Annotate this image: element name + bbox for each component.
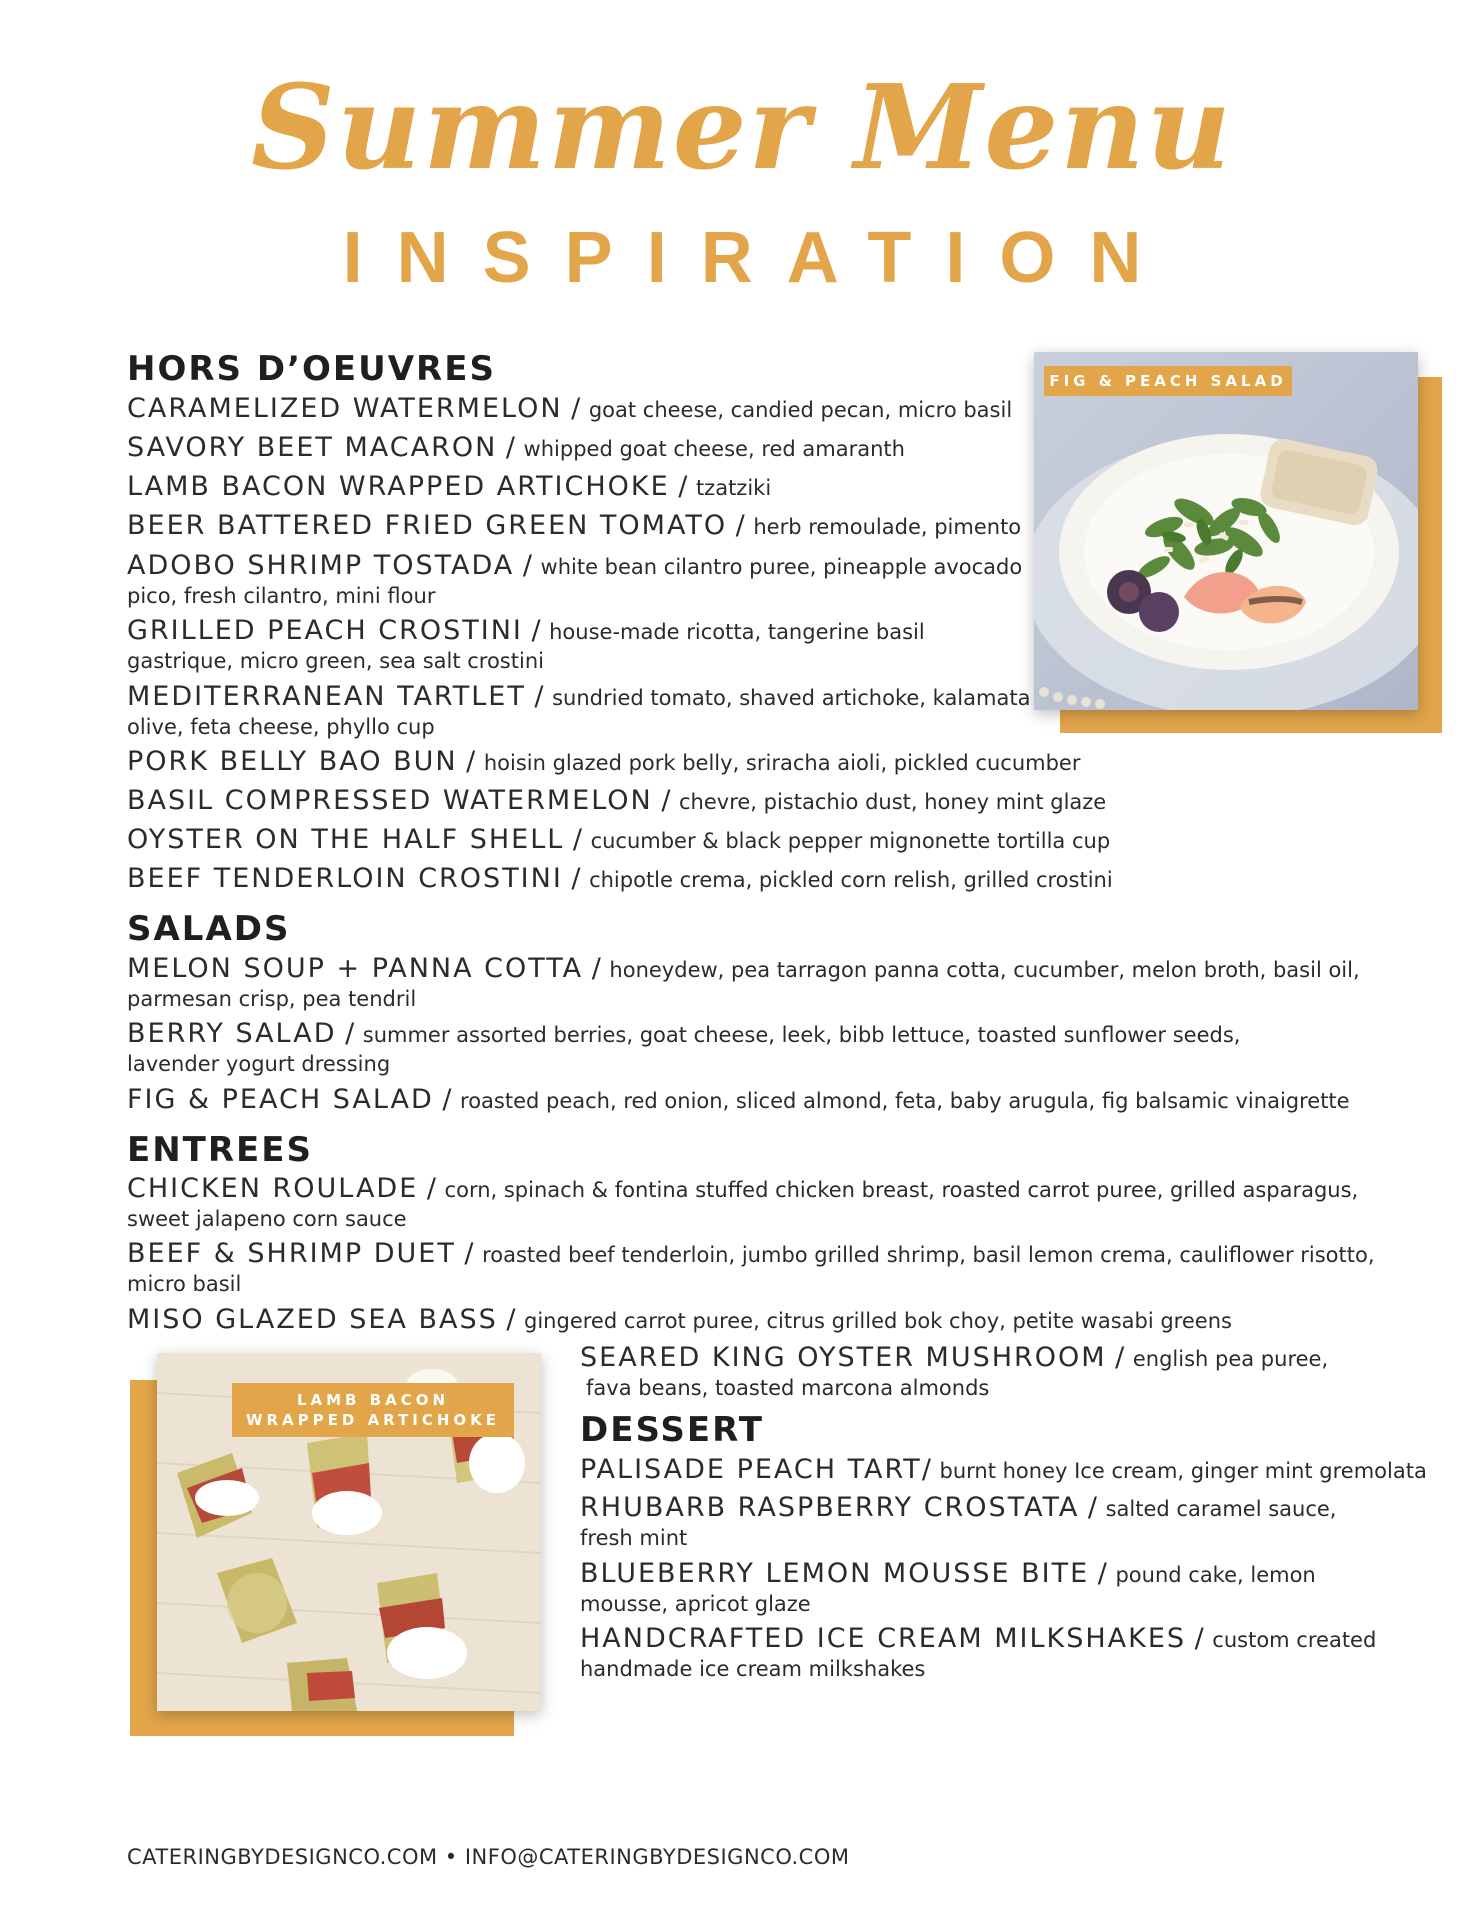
menu-item: MISO GLAZED SEA BASS / gingered carrot puree, citrus grilled bok choy, petite wasabi greens xyxy=(127,1304,1232,1335)
menu-item: GRILLED PEACH CROSTINI / house-made ricotta, tangerine basil gastrique, micro green, sea salt crostini xyxy=(127,615,925,673)
item-description: roasted peach, red onion, sliced almond, feta, baby arugula, fig balsamic vinaigrette xyxy=(460,1089,1350,1113)
section-title-dessert: DESSERT xyxy=(580,1410,764,1450)
item-description: whipped goat cheese, red amaranth xyxy=(523,437,905,461)
item-name: MELON SOUP + PANNA COTTA xyxy=(127,953,584,984)
item-description-cont: mousse, apricot glaze xyxy=(580,1592,811,1616)
item-description-cont: sweet jalapeno corn sauce xyxy=(127,1207,407,1231)
item-description-cont: pico, fresh cilantro, mini flour xyxy=(127,584,436,608)
item-description: chevre, pistachio dust, honey mint glaze xyxy=(679,790,1107,814)
item-name: HANDCRAFTED ICE CREAM MILKSHAKES xyxy=(580,1623,1187,1654)
menu-item: BEER BATTERED FRIED GREEN TOMATO / herb remoulade, pimento xyxy=(127,510,1022,541)
menu-item: MEDITERRANEAN TARTLET / sundried tomato, shaved artichoke, kalamata olive, feta cheese, phyllo cup xyxy=(127,681,1031,739)
menu-item: SAVORY BEET MACARON / whipped goat cheese, red amaranth xyxy=(127,432,905,463)
menu-item: OYSTER ON THE HALF SHELL / cucumber & black pepper mignonette tortilla cup xyxy=(127,824,1111,855)
artichoke-photo xyxy=(157,1353,541,1711)
item-name: MEDITERRANEAN TARTLET xyxy=(127,681,526,712)
item-description: herb remoulade, pimento xyxy=(753,515,1022,539)
item-description: salted caramel sauce, xyxy=(1105,1497,1337,1521)
photo-label-line: LAMB BACON xyxy=(296,1391,450,1409)
item-name: BEER BATTERED FRIED GREEN TOMATO xyxy=(127,510,728,541)
item-name: RHUBARB RASPBERRY CROSTATA xyxy=(580,1492,1080,1523)
item-description-cont: fava beans, toasted marcona almonds xyxy=(586,1376,990,1400)
item-name: ADOBO SHRIMP TOSTADA xyxy=(127,550,515,581)
menu-item: ADOBO SHRIMP TOSTADA / white bean cilantro puree, pineapple avocado pico, fresh cilantro, mini flour xyxy=(127,550,1023,608)
item-description: sundried tomato, shaved artichoke, kalamata xyxy=(552,686,1031,710)
item-description: english pea puree, xyxy=(1132,1347,1329,1371)
item-name: BLUEBERRY LEMON MOUSSE BITE xyxy=(580,1558,1090,1589)
item-name: CARAMELIZED WATERMELON xyxy=(127,393,563,424)
item-name: LAMB BACON WRAPPED ARTICHOKE xyxy=(127,471,670,502)
item-description-cont: fresh mint xyxy=(580,1526,688,1550)
menu-item: PORK BELLY BAO BUN / hoisin glazed pork belly, sriracha aioli, pickled cucumber xyxy=(127,746,1081,777)
item-description: honeydew, pea tarragon panna cotta, cucumber, melon broth, basil oil, xyxy=(609,958,1360,982)
item-name: PORK BELLY BAO BUN xyxy=(127,746,458,777)
section-title-entrees: ENTREES xyxy=(127,1130,313,1170)
item-name: PALISADE PEACH TART xyxy=(580,1454,922,1485)
menu-item: MELON SOUP + PANNA COTTA / honeydew, pea tarragon panna cotta, cucumber, melon broth, basil oil, parmesan crisp, pea tendril xyxy=(127,953,1360,1011)
salad-plate-illustration xyxy=(1034,352,1418,710)
item-description: roasted beef tenderloin, jumbo grilled shrimp, basil lemon crema, cauliflower risotto, xyxy=(482,1243,1375,1267)
item-description: chipotle crema, pickled corn relish, grilled crostini xyxy=(589,868,1113,892)
item-name: MISO GLAZED SEA BASS xyxy=(127,1304,498,1335)
item-name: BERRY SALAD xyxy=(127,1018,337,1049)
item-description: white bean cilantro puree, pineapple avocado xyxy=(540,555,1023,579)
item-name: BASIL COMPRESSED WATERMELON xyxy=(127,785,653,816)
item-description: gingered carrot puree, citrus grilled bok choy, petite wasabi greens xyxy=(524,1309,1232,1333)
menu-item: FIG & PEACH SALAD / roasted peach, red onion, sliced almond, feta, baby arugula, fig balsamic vinaigrette xyxy=(127,1084,1350,1115)
menu-item: PALISADE PEACH TART/ burnt honey Ice cream, ginger mint gremolata xyxy=(580,1454,1427,1485)
photo-label xyxy=(232,1383,514,1437)
menu-item: CARAMELIZED WATERMELON / goat cheese, candied pecan, micro basil xyxy=(127,393,1013,424)
menu-item: BEEF & SHRIMP DUET / roasted beef tenderloin, jumbo grilled shrimp, basil lemon crema, cauliflower risotto, micro basil xyxy=(127,1238,1375,1296)
item-name: GRILLED PEACH CROSTINI xyxy=(127,615,523,646)
item-description: summer assorted berries, goat cheese, leek, bibb lettuce, toasted sunflower seeds, xyxy=(362,1023,1241,1047)
menu-item: RHUBARB RASPBERRY CROSTATA / salted caramel sauce, fresh mint xyxy=(580,1492,1337,1550)
item-description: tzatziki xyxy=(695,476,772,500)
section-title-salads: SALADS xyxy=(127,909,291,949)
item-name: SAVORY BEET MACARON xyxy=(127,432,498,463)
menu-item: LAMB BACON WRAPPED ARTICHOKE / tzatziki xyxy=(127,471,772,502)
item-description: house-made ricotta, tangerine basil xyxy=(549,620,925,644)
item-description: goat cheese, candied pecan, micro basil xyxy=(588,398,1013,422)
item-name: FIG & PEACH SALAD xyxy=(127,1084,434,1115)
item-name: BEEF & SHRIMP DUET xyxy=(127,1238,456,1269)
menu-item: BERRY SALAD / summer assorted berries, goat cheese, leek, bibb lettuce, toasted sunflower seeds, lavender yogurt dressing xyxy=(127,1018,1241,1076)
item-name: OYSTER ON THE HALF SHELL xyxy=(127,824,565,855)
item-description: cucumber & black pepper mignonette tortilla cup xyxy=(590,829,1111,853)
menu-item: BLUEBERRY LEMON MOUSSE BITE / pound cake, lemon mousse, apricot glaze xyxy=(580,1558,1316,1616)
item-name: BEEF TENDERLOIN CROSTINI xyxy=(127,863,563,894)
item-name: SEARED KING OYSTER MUSHROOM xyxy=(580,1342,1107,1373)
fig-peach-salad-photo xyxy=(1034,352,1418,710)
section-title-hors-doeuvres: HORS D’OEUVRES xyxy=(127,349,496,389)
menu-item: HANDCRAFTED ICE CREAM MILKSHAKES / custom created handmade ice cream milkshakes xyxy=(580,1623,1377,1681)
item-description: pound cake, lemon xyxy=(1115,1563,1316,1587)
footer-contact: CATERINGBYDESIGNCO.COM • INFO@CATERINGBYDESIGNCO.COM xyxy=(127,1845,850,1869)
item-description-cont: parmesan crisp, pea tendril xyxy=(127,987,417,1011)
item-description-cont: micro basil xyxy=(127,1272,242,1296)
page-subtitle: INSPIRATION xyxy=(342,218,1176,298)
item-description: burnt honey Ice cream, ginger mint gremolata xyxy=(939,1459,1427,1483)
menu-item: SEARED KING OYSTER MUSHROOM / english pea puree, fava beans, toasted marcona almonds xyxy=(580,1342,1329,1400)
item-description-cont: lavender yogurt dressing xyxy=(127,1052,391,1076)
item-name: CHICKEN ROULADE xyxy=(127,1173,419,1204)
item-description: corn, spinach & fontina stuffed chicken breast, roasted carrot puree, grilled asparagus, xyxy=(444,1178,1359,1202)
item-description-cont: handmade ice cream milkshakes xyxy=(580,1657,926,1681)
item-description: hoisin glazed pork belly, sriracha aioli, pickled cucumber xyxy=(483,751,1081,775)
photo-label-line: WRAPPED ARTICHOKE xyxy=(245,1411,501,1429)
menu-item: CHICKEN ROULADE / corn, spinach & fontina stuffed chicken breast, roasted carrot puree, grilled asparagus, sweet jalapeno corn sauce xyxy=(127,1173,1359,1231)
item-description: custom created xyxy=(1212,1628,1377,1652)
item-description-cont: gastrique, micro green, sea salt crostini xyxy=(127,649,544,673)
photo-label: FIG & PEACH SALAD xyxy=(1044,366,1292,396)
menu-item: BASIL COMPRESSED WATERMELON / chevre, pistachio dust, honey mint glaze xyxy=(127,785,1107,816)
menu-item: BEEF TENDERLOIN CROSTINI / chipotle crema, pickled corn relish, grilled crostini xyxy=(127,863,1113,894)
item-description-cont: olive, feta cheese, phyllo cup xyxy=(127,715,435,739)
script-title: Summer Menu xyxy=(251,60,1233,196)
